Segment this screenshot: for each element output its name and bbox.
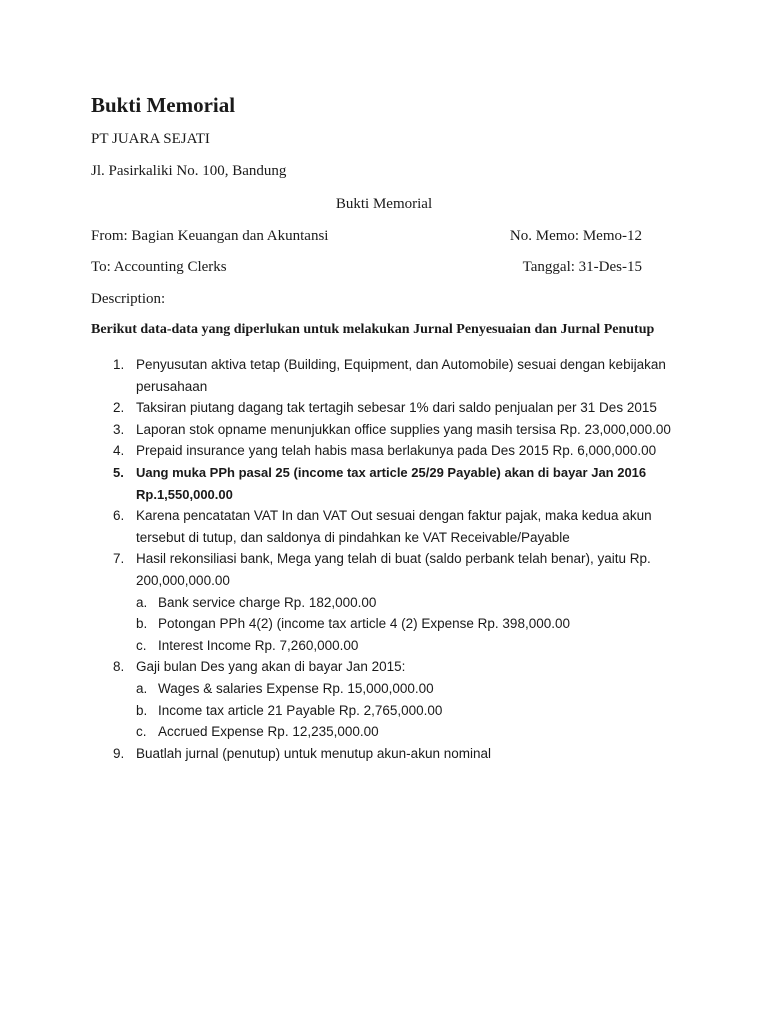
sub-list-item [0, 678, 658, 700]
sub-item-text: Interest Income Rp. 7,260,000.00 [158, 637, 359, 653]
list-item-number: 3. [113, 421, 125, 437]
sub-item-letter: b. [136, 702, 148, 718]
list-item-text: Gaji bulan Des yang akan di bayar Jan 2015: [136, 659, 406, 675]
document-title: Bukti Memorial [91, 93, 236, 117]
list-item-text: Prepaid insurance yang telah habis masa berlakunya pada Des 2015 Rp. 6,000,000.00 [136, 443, 657, 459]
list-item-text: Buatlah jurnal (penutup) untuk menutup akun-akun nominal [136, 745, 491, 761]
sub-list-item [0, 592, 658, 614]
memo-date: Tanggal: 31-Des-15 [522, 259, 642, 275]
list-item [0, 397, 676, 419]
sub-list-item [0, 613, 658, 635]
list-item [0, 462, 676, 505]
sub-item-letter: c. [136, 637, 147, 653]
sub-item-text: Wages & salaries Expense Rp. 15,000,000.00 [158, 680, 434, 696]
memo-number: No. Memo: Memo-12 [509, 228, 642, 244]
sub-item-letter: a. [136, 680, 148, 696]
sub-item-letter: a. [136, 594, 148, 610]
sub-item-text: Income tax article 21 Payable Rp. 2,765,000.00 [158, 702, 443, 718]
list-item-text: Hasil rekonsiliasi bank, Mega yang telah di buat (saldo perbank telah benar), yaitu Rp. 200,000,000.00 [136, 551, 651, 588]
sub-list-item [0, 700, 658, 722]
sub-list-item [0, 635, 658, 657]
company-address: Jl. Pasirkaliki No. 100, Bandung [91, 163, 287, 179]
list-item [0, 656, 676, 678]
list-item-text: Penyusutan aktiva tetap (Building, Equipment, dan Automobile) sesuai dengan kebijakan perusahaan [136, 357, 666, 394]
list-item-number: 1. [113, 357, 125, 372]
list-item-number: 2. [113, 400, 125, 416]
list-item-number: 4. [113, 443, 125, 459]
sub-item-letter: b. [136, 616, 148, 632]
list-item [0, 743, 676, 765]
sub-item-text: Bank service charge Rp. 182,000.00 [158, 594, 377, 610]
list-item [0, 440, 676, 462]
list-item-text: Karena pencatatan VAT In dan VAT Out sesuai dengan faktur pajak, maka kedua akun tersebut di tutup, dan saldonya di pindahkan ke VAT Receivable/Payable [136, 508, 652, 545]
sub-list-item [0, 721, 658, 743]
list-item-number: 6. [113, 508, 125, 524]
list-item-text: Laporan stok opname menunjukkan office supplies yang masih tersisa Rp. 23,000,000.00 [136, 421, 671, 437]
sub-item-text: Potongan PPh 4(2) (income tax article 4 (2) Expense Rp. 398,000.00 [158, 616, 570, 632]
memo-from: From: Bagian Keuangan dan Akuntansi [91, 228, 329, 244]
list-item [0, 354, 676, 397]
list-item-number: 5. [113, 464, 124, 480]
list-item [0, 548, 676, 591]
memo-to: To: Accounting Clerks [91, 259, 227, 275]
sub-item-text: Accrued Expense Rp. 12,235,000.00 [158, 724, 379, 740]
list-item-text: Taksiran piutang dagang tak tertagih sebesar 1% dari saldo penjualan per 31 Des 2015 [136, 400, 657, 416]
list-item [0, 505, 676, 548]
list-item-number: 8. [113, 659, 125, 675]
company-name: PT JUARA SEJATI [91, 131, 210, 147]
description-label: Description: [91, 291, 166, 307]
instruction-list [0, 354, 768, 764]
memo-heading: Bukti Memorial [335, 196, 433, 212]
list-item-number: 7. [113, 551, 125, 567]
list-item-number: 9. [113, 745, 125, 761]
description-intro: Berikut data-data yang diperlukan untuk melakukan Jurnal Penyesuaian dan Jurnal Penutup [91, 322, 655, 337]
sub-item-letter: c. [136, 724, 147, 740]
list-item [0, 419, 676, 441]
list-item-text: Uang muka PPh pasal 25 (income tax article 25/29 Payable) akan di bayar Jan 2016 Rp.1,550,000.00 [136, 464, 647, 502]
